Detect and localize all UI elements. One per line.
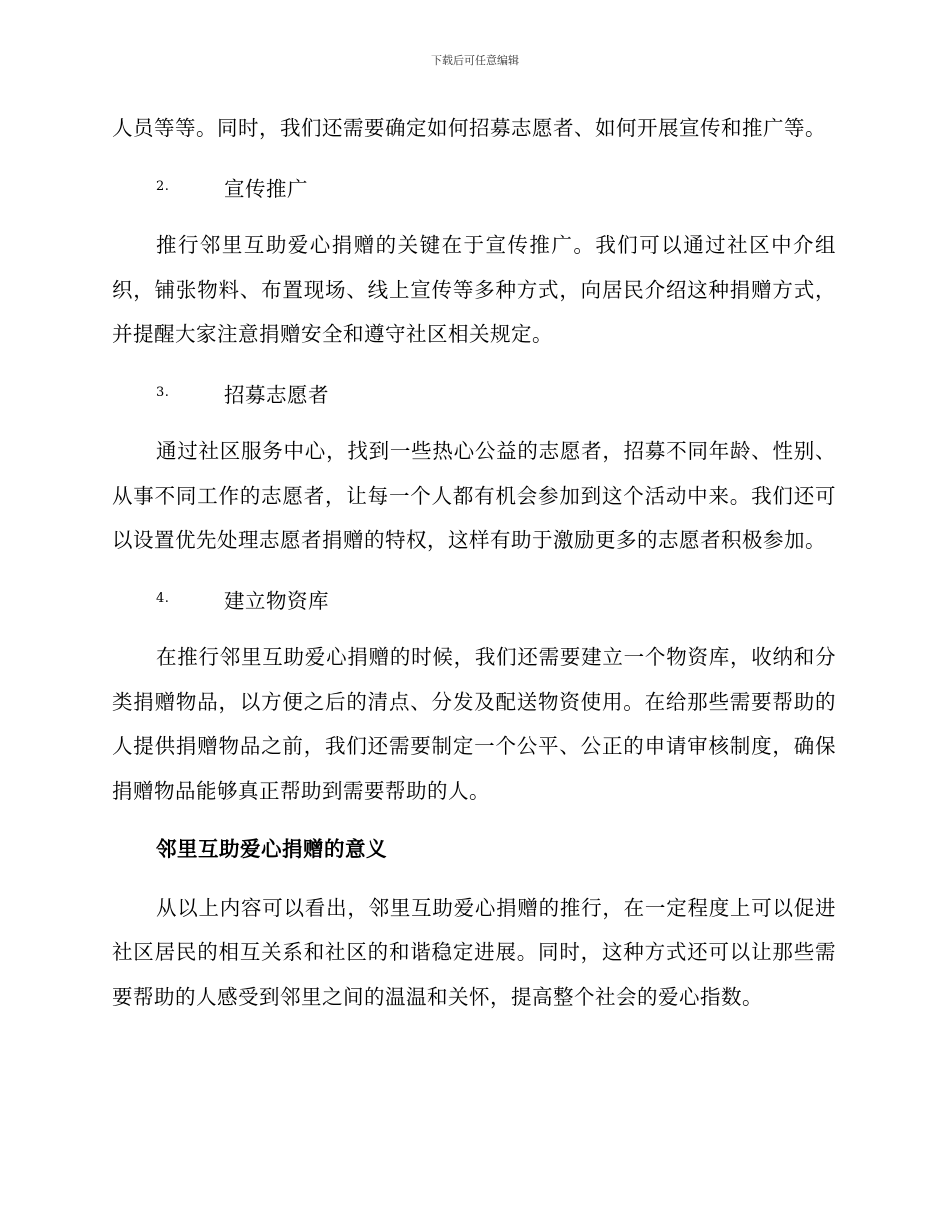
page-header: 下载后可任意编辑 [431, 54, 519, 67]
heading-title: 宣传推广 [224, 176, 308, 201]
heading-number: 3. [156, 385, 170, 401]
paragraph-publicity: 推行邻里互助爱心捐赠的关键在于宣传推广。我们可以通过社区中介组织，铺张物料、布置现场、线上宣传等多种方式，向居民介绍这种捐赠方式，并提醒大家注意捐赠安全和遵守社区相关规定。 [112, 233, 836, 346]
heading-number: 2. [156, 179, 170, 195]
paragraph-significance: 从以上内容可以看出，邻里互助爱心捐赠的推行，在一定程度上可以促进社区居民的相互关系和社区的和谐稳定进展。同时，这种方式还可以让那些需要帮助的人感受到邻里之间的温温和关怀，提高整个社会的爱心指数。 [112, 895, 836, 1009]
paragraph-continuation: 人员等等。同时，我们还需要确定如何招募志愿者、如何开展宣传和推广等。 [112, 116, 826, 140]
paragraph-volunteers: 通过社区服务中心，找到一些热心公益的志愿者，招募不同年龄、性别、从事不同工作的志愿者，让每一个人都有机会参加到这个活动中来。我们还可以设置优先处理志愿者捐赠的特权，这样有助于激励更多的志愿者积极参加。 [112, 439, 836, 552]
heading-3 [112, 371, 836, 416]
paragraph-warehouse: 在推行邻里互助爱心捐赠的时候，我们还需要建立一个物资库，收纳和分类捐赠物品，以方便之后的清点、分发及配送物资使用。在给那些需要帮助的人提供捐赠物品之前，我们还需要制定一个公平、公正的申请审核制度，确保捐赠物品能够真正帮助到需要帮助的人。 [112, 645, 836, 803]
document-body [112, 106, 836, 1019]
heading-title: 建立物资库 [224, 588, 329, 613]
heading-2 [112, 165, 836, 210]
heading-number: 4. [156, 591, 170, 607]
section-title: 邻里互助爱心捐赠的意义 [156, 837, 387, 861]
heading-4 [112, 577, 836, 622]
heading-title: 招募志愿者 [224, 382, 329, 407]
